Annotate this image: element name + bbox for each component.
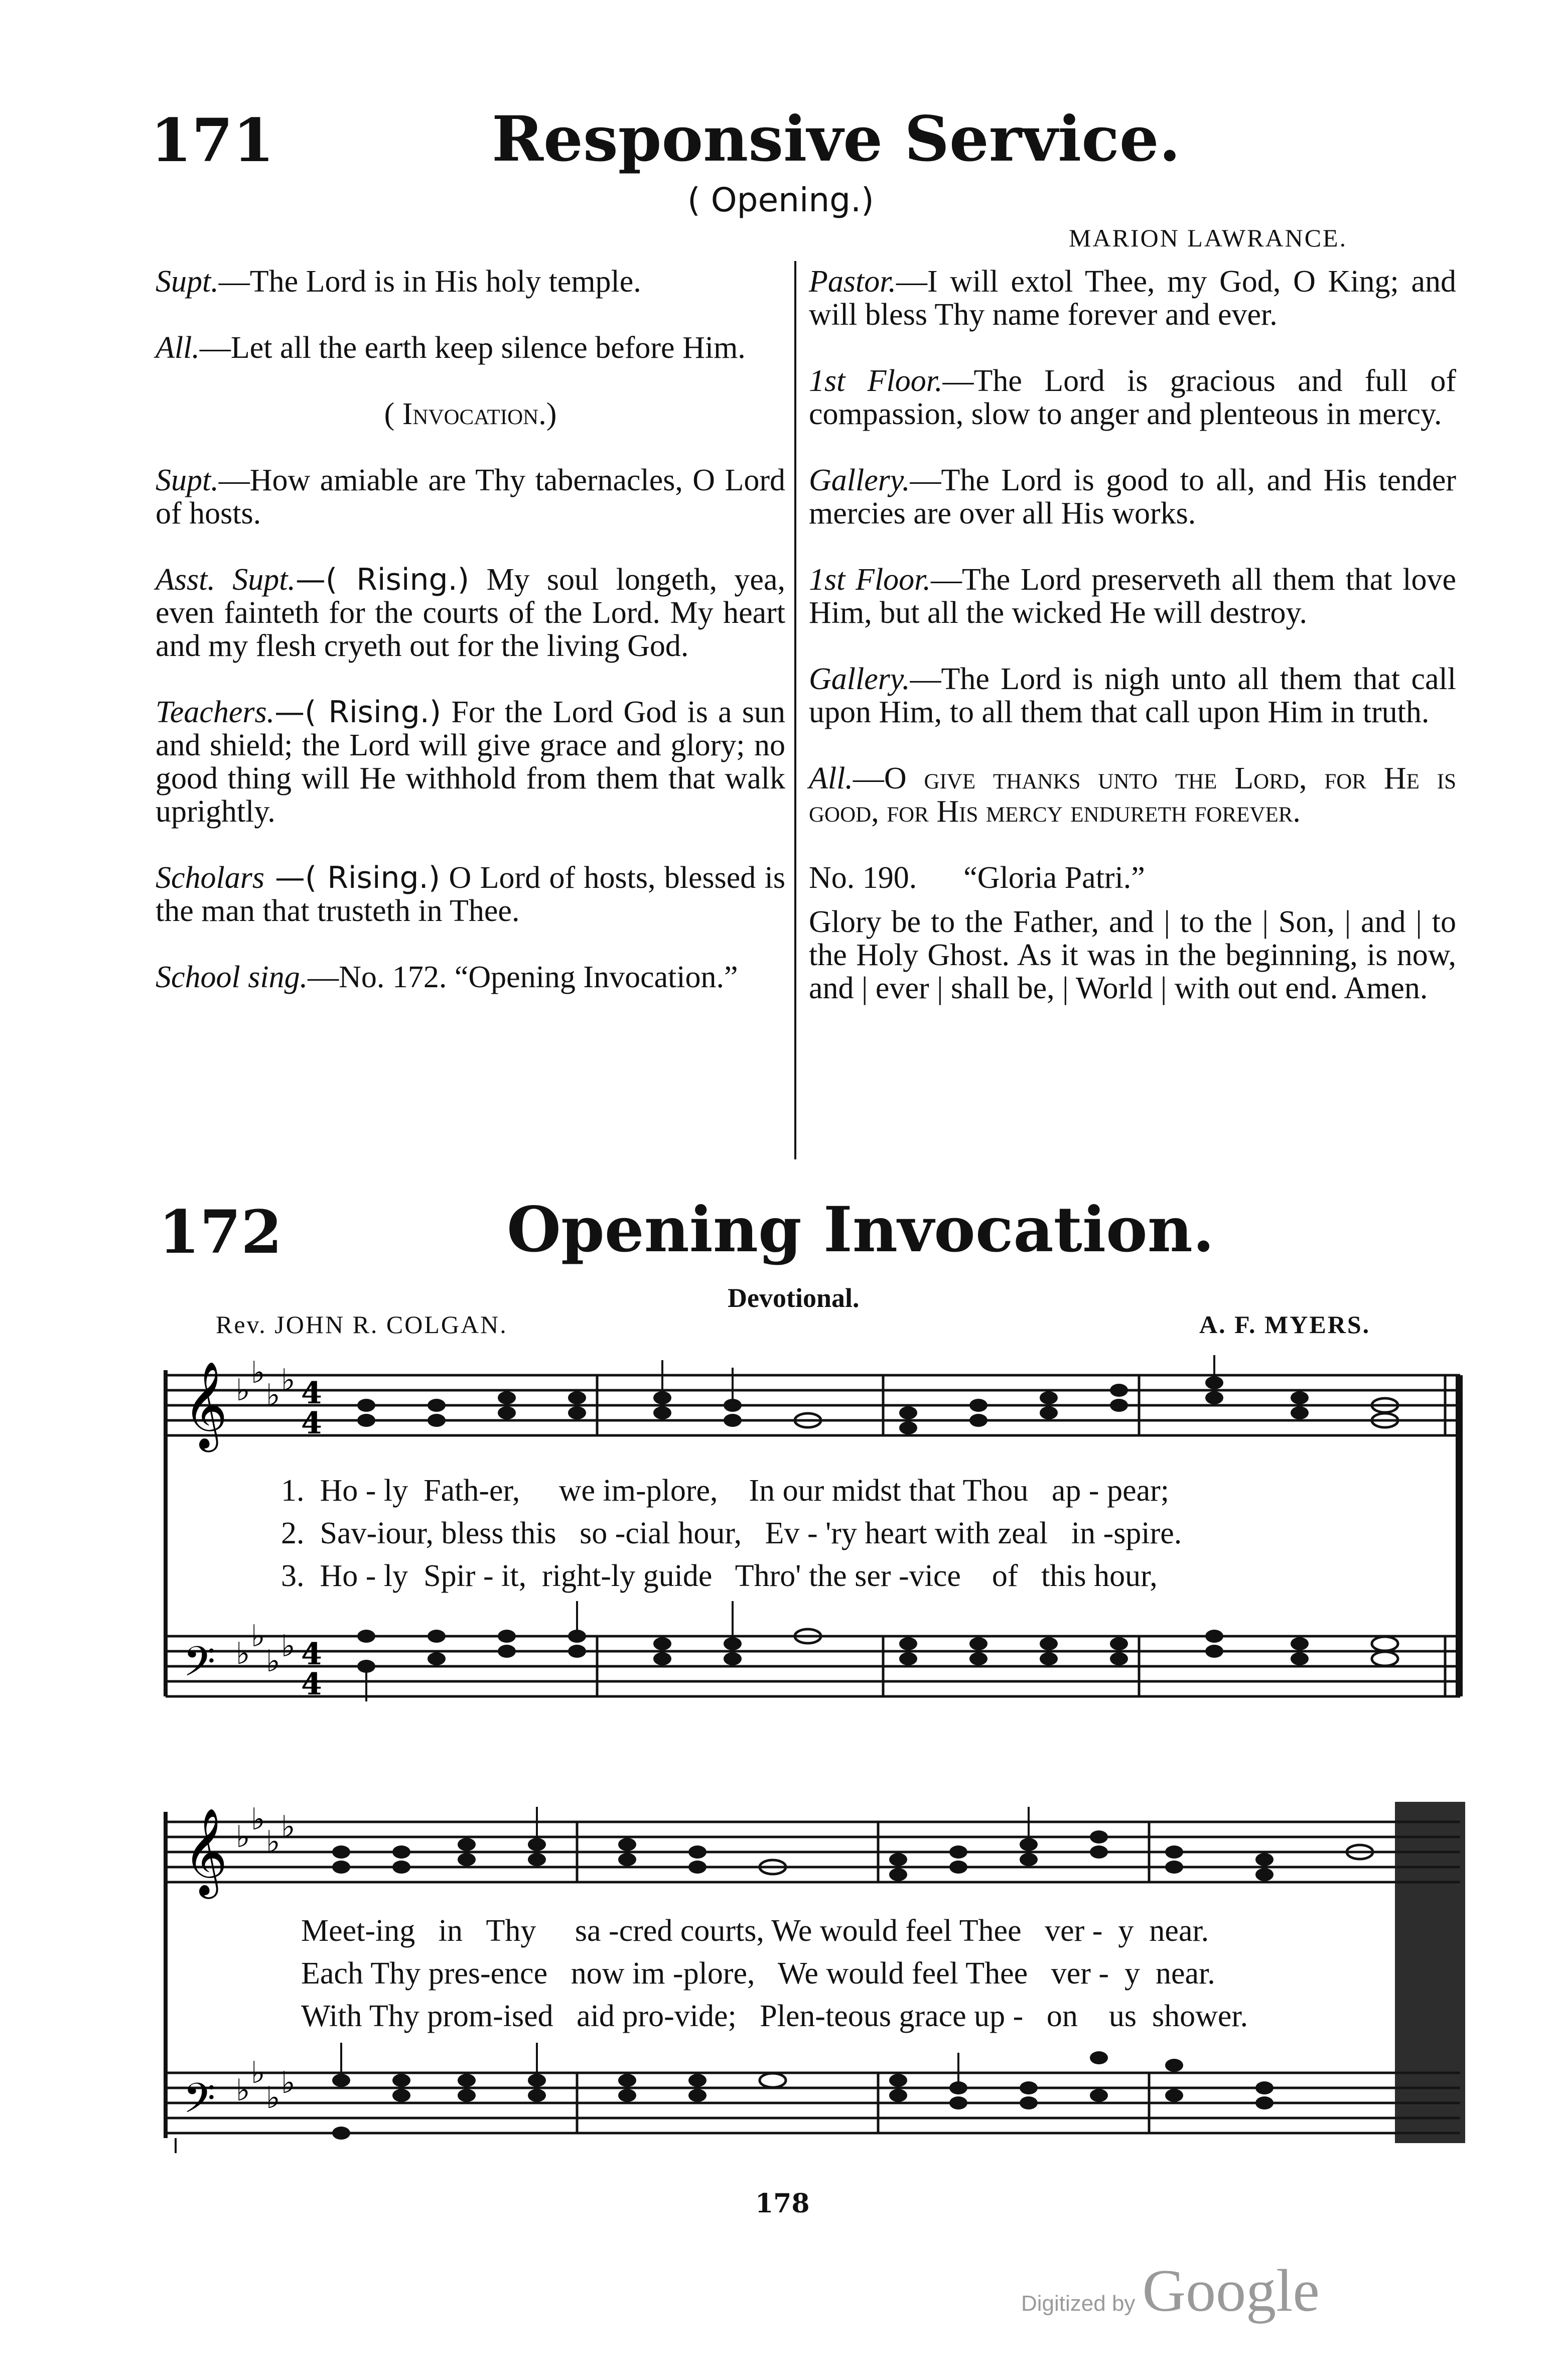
- verse-2-line-2: Each Thy pres-ence now im -plore, We would feel Thee ver - y near.: [301, 1956, 1215, 1991]
- right-p4: 1st Floor.—The Lord preserveth all them that love Him, but all the wicked He will destroy.: [809, 563, 1457, 630]
- gloria-heading: No. 190. “Gloria Patri.”: [809, 861, 1145, 895]
- svg-text:4: 4: [301, 1376, 322, 1411]
- svg-text:♭: ♭: [266, 1378, 280, 1413]
- verse-3-line-1: 3. Ho - ly Spir - it, right-ly guide Thro' the ser -vice of this hour,: [281, 1559, 1158, 1593]
- left-p7: School sing.—No. 172. “Opening Invocation.”: [156, 960, 738, 994]
- opening-subtitle: ( Opening.): [687, 181, 874, 219]
- scan-smudge: [1395, 1802, 1465, 2143]
- responsive-service-title: Responsive Service.: [492, 103, 1181, 176]
- svg-text:♭: ♭: [251, 2055, 265, 2090]
- svg-text:♭: ♭: [281, 1809, 296, 1844]
- verse-2-line-1: 2. Sav-iour, bless this so -cial hour, Ev - 'ry heart with zeal in -spire.: [281, 1516, 1182, 1550]
- treble-clef-icon: 𝄞: [183, 1808, 228, 1895]
- author-credit: MARION LAWRANCE.: [1069, 224, 1348, 252]
- right-p5: Gallery.—The Lord is nigh unto all them that call upon Him, to all them that call upon Him in truth.: [809, 662, 1456, 729]
- bass-clef-icon: 𝄢: [183, 1637, 216, 1696]
- left-p2: All.—Let all the earth keep silence before Him.: [156, 331, 746, 365]
- svg-text:♭: ♭: [251, 1802, 265, 1837]
- lyricist-credit: Rev. JOHN R. COLGAN.: [216, 1310, 508, 1339]
- left-p3: Supt.—How amiable are Thy tabernacles, O Lord of hosts.: [156, 463, 785, 531]
- svg-text:♭: ♭: [236, 1819, 250, 1855]
- svg-text:4: 4: [301, 1637, 322, 1672]
- column-divider: [794, 261, 796, 1159]
- svg-text:♭: ♭: [251, 1619, 265, 1654]
- left-p6: Scholars —( Rising.) O Lord of hosts, blessed is the man that trusteth in Thee.: [156, 860, 786, 928]
- right-p3: Gallery.—The Lord is good to all, and His tender mercies are over all His works.: [809, 463, 1456, 531]
- right-p2: 1st Floor.—The Lord is gracious and full of compassion, slow to anger and plenteous in mercy.: [809, 364, 1456, 431]
- hymn-title: Opening Invocation.: [507, 1194, 1215, 1266]
- svg-text:♭: ♭: [236, 2073, 250, 2108]
- svg-text:♭: ♭: [281, 2065, 296, 2100]
- page-number: 178: [755, 2188, 810, 2219]
- left-p4: Asst. Supt.—( Rising.) My soul longeth, yea, even fainteth for the courts of the Lord. My heart and my flesh cryeth out for the living God.: [156, 562, 785, 663]
- right-column: [809, 265, 1456, 1038]
- svg-text:♭: ♭: [281, 1629, 296, 1664]
- left-p1: Supt.—The Lord is in His holy temple.: [156, 265, 641, 299]
- tempo-marking: Devotional.: [728, 1283, 860, 1313]
- digitized-watermark: [1021, 2256, 1320, 2325]
- svg-text:♭: ♭: [266, 1824, 280, 1860]
- svg-text:4: 4: [301, 1667, 322, 1702]
- gloria-text: Glory be to the Father, and | to the | Son, | and | to the Holy Ghost. As it was in the beginning, is now, and | ever | shall be, | World | with out end. Amen.: [809, 905, 1456, 1005]
- svg-text:♭: ♭: [281, 1363, 296, 1398]
- bass-clef-icon: 𝄢: [183, 2074, 216, 2133]
- verse-3-line-2: With Thy prom-ised aid pro-vide; Plen-teous grace up - on us shower.: [301, 1999, 1248, 2033]
- left-column: [156, 265, 785, 1027]
- left-p5: Teachers.—( Rising.) For the Lord God is a sun and shield; the Lord will give grace and glory; no good thing will He withhold from them that walk uprightly.: [156, 695, 785, 829]
- key-signature-flats-2: [236, 1802, 295, 2115]
- invocation-heading: ( Invocation.): [384, 397, 557, 431]
- hymn-number-172: 172: [159, 1197, 282, 1267]
- svg-text:♭: ♭: [266, 1644, 280, 1679]
- section-number-171: 171: [151, 105, 274, 175]
- composer-credit: A. F. MYERS.: [1199, 1310, 1371, 1339]
- treble-clef-icon: 𝄞: [183, 1361, 228, 1448]
- svg-text:♭: ♭: [236, 1636, 250, 1671]
- digitized-by-label: Digitized by: [1021, 2291, 1136, 2316]
- svg-text:♭: ♭: [266, 2080, 280, 2115]
- google-logo: Google: [1142, 2257, 1320, 2324]
- verse-1-line-2: Meet-ing in Thy sa -cred courts, We would feel Thee ver - y near.: [301, 1914, 1209, 1948]
- verse-1-line-1: 1. Ho - ly Fath-er, we im-plore, In our midst that Thou ap - pear;: [281, 1474, 1169, 1508]
- svg-text:♭: ♭: [236, 1373, 250, 1408]
- svg-text:♭: ♭: [251, 1355, 265, 1390]
- right-p6: All.—O give thanks unto the Lord, for He is good, for His mercy endureth forever.: [809, 761, 1456, 829]
- bass-notes-2: [332, 2051, 1274, 2140]
- right-p1: Pastor.—I will extol Thee, my God, O King; and will bless Thy name forever and ever.: [809, 265, 1456, 332]
- svg-text:4: 4: [301, 1406, 322, 1441]
